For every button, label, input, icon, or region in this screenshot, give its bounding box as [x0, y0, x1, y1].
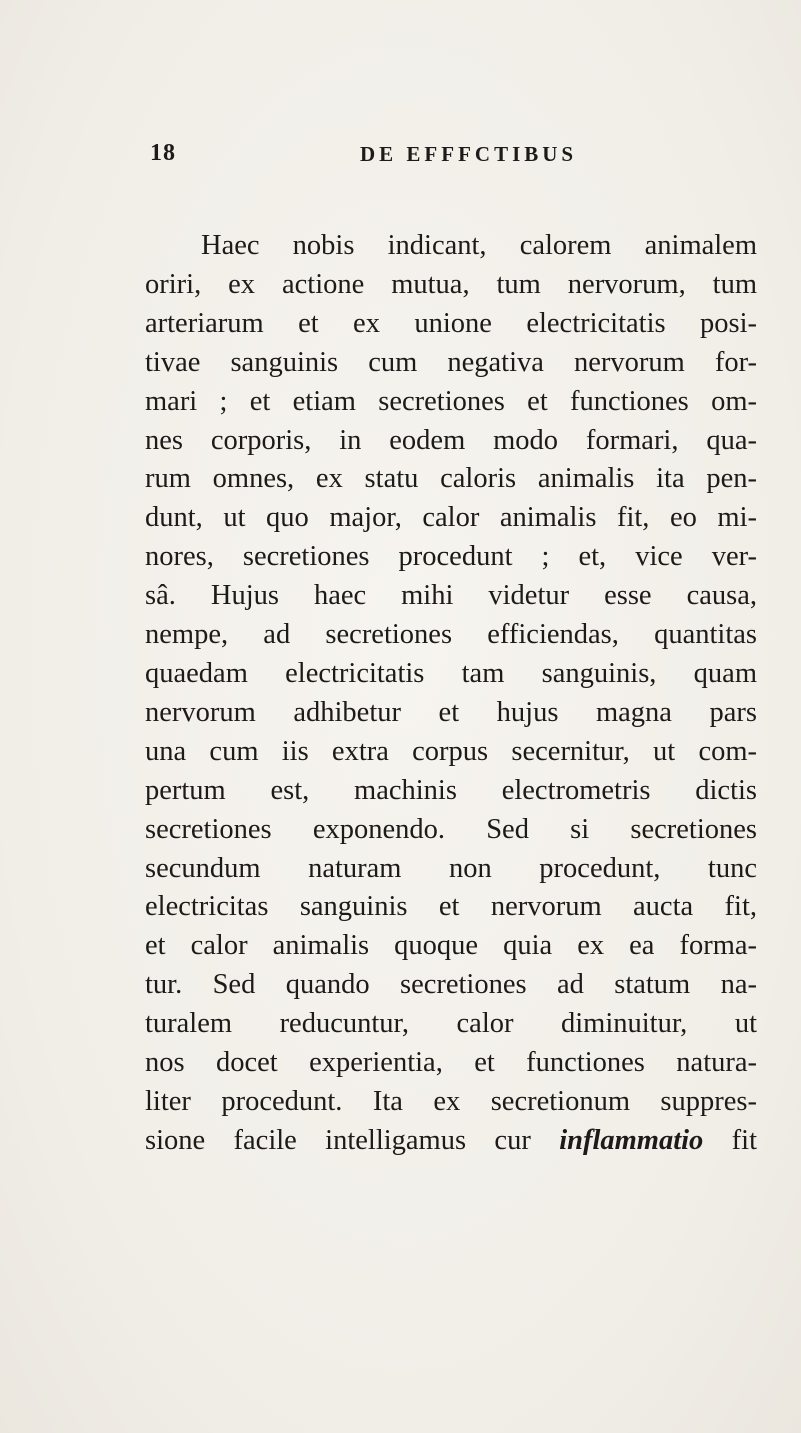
- text-line: nempe, ad secretiones efficiendas, quantitas: [145, 619, 757, 651]
- text-line: nos docet experientia, et functiones natura-: [145, 1047, 757, 1079]
- text-line: secundum naturam non procedunt, tunc: [145, 852, 757, 884]
- text-line: secretiones exponendo. Sed si secretiones: [145, 813, 757, 845]
- body-paragraph: [145, 227, 757, 1161]
- text-line: liter procedunt. Ita ex secretionum suppres-: [145, 1085, 757, 1117]
- text-line: turalem reducuntur, calor diminuitur, ut: [145, 1008, 757, 1040]
- text-line: tur. Sed quando secretiones ad statum na-: [145, 969, 757, 1001]
- text-line: una cum iis extra corpus secernitur, ut com-: [145, 735, 757, 767]
- text-line: rum omnes, ex statu caloris animalis ita pen-: [145, 463, 757, 495]
- text-line: Haec nobis indicant, calorem animalem: [201, 230, 757, 261]
- text-line: arteriarum et ex unione electricitatis posi-: [145, 307, 757, 339]
- text-line: tivae sanguinis cum negativa nervorum for-: [145, 346, 757, 378]
- text-line-final: [145, 1122, 757, 1161]
- text-line: electricitas sanguinis et nervorum aucta fit,: [145, 891, 757, 923]
- text-line: pertum est, machinis electrometris dictis: [145, 774, 757, 806]
- text-line: oriri, ex actione mutua, tum nervorum, tum: [145, 268, 757, 300]
- text-line: sâ. Hujus haec mihi videtur esse causa,: [145, 580, 757, 612]
- final-line-start: sione facile intelligamus cur: [145, 1124, 560, 1156]
- page-number: 18: [150, 140, 176, 166]
- text-line: nes corporis, in eodem modo formari, qua-: [145, 424, 757, 456]
- italic-term: inflammatio: [559, 1124, 704, 1156]
- text-line: nores, secretiones procedunt ; et, vice ver-: [145, 541, 757, 573]
- text-line: et calor animalis quoque quia ex ea forma-: [145, 930, 757, 962]
- final-line-end: fit: [703, 1124, 758, 1156]
- text-line: mari ; et etiam secretiones et functiones om-: [145, 385, 757, 417]
- text-line: nervorum adhibetur et hujus magna pars: [145, 696, 757, 728]
- running-title: DE EFFFCTIBUS: [360, 142, 578, 166]
- running-head: [150, 140, 710, 180]
- text-line: dunt, ut quo major, calor animalis fit, eo mi-: [145, 502, 757, 534]
- text-line: quaedam electricitatis tam sanguinis, quam: [145, 657, 757, 689]
